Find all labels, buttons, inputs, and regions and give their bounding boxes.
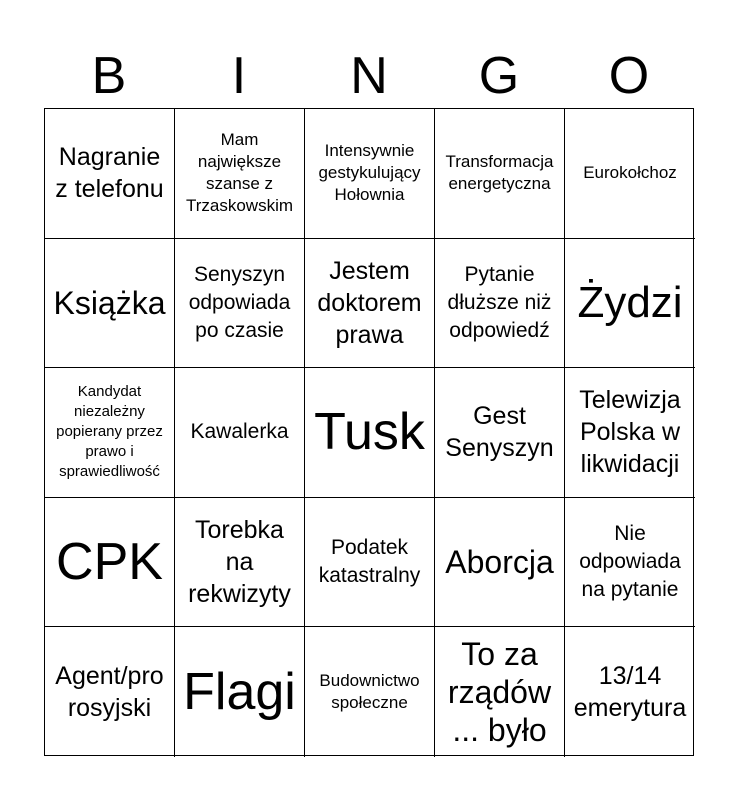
bingo-cell[interactable] (175, 498, 305, 628)
header-letter-o: O (608, 47, 650, 105)
cell-label: Książka (53, 284, 166, 321)
bingo-cell[interactable] (305, 368, 435, 498)
bingo-cell[interactable] (175, 109, 305, 239)
cell-label: Budownictwo społeczne (319, 671, 420, 713)
cell-label: Nie odpowiada na pytanie (579, 522, 681, 602)
bingo-cell[interactable] (305, 239, 435, 369)
bingo-cell[interactable] (435, 368, 565, 498)
bingo-header (44, 44, 694, 108)
bingo-cell[interactable] (175, 627, 305, 757)
bingo-cell[interactable] (565, 368, 695, 498)
bingo-cell[interactable] (565, 627, 695, 757)
bingo-cell[interactable] (45, 368, 175, 498)
cell-label: 13/14 emerytura (573, 662, 687, 723)
bingo-cell[interactable] (305, 627, 435, 757)
bingo-cell[interactable] (45, 498, 175, 628)
cell-label: CPK (56, 533, 163, 592)
bingo-cell[interactable] (565, 109, 695, 239)
cell-label: Kawalerka (190, 420, 289, 444)
cell-label: Transformacja energetyczna (445, 152, 554, 194)
cell-label: Torebka na rekwizyty (188, 516, 291, 609)
bingo-cell[interactable] (45, 239, 175, 369)
header-letter-i: I (231, 47, 247, 105)
cell-label: Żydzi (577, 277, 683, 327)
cell-label: Kandydat niezależny popierany przez prawo i sprawiedliwość (56, 383, 163, 481)
cell-label: Mam największe szanse z Trzaskowskim (185, 130, 294, 216)
bingo-cell[interactable] (435, 627, 565, 757)
cell-label: Pytanie dłuższe niż odpowiedź (447, 262, 552, 342)
bingo-cell[interactable] (305, 498, 435, 628)
bingo-cell[interactable] (435, 239, 565, 369)
cell-label: Aborcja (445, 544, 554, 581)
cell-label: Intensywnie gestykulujący Hołownia (318, 141, 421, 205)
bingo-cell[interactable] (175, 239, 305, 369)
cell-label: Nagranie z telefonu (55, 143, 164, 204)
cell-label: Tusk (314, 403, 425, 462)
cell-label: Gest Senyszyn (445, 402, 554, 463)
cell-label: Senyszyn odpowiada po czasie (188, 262, 291, 342)
bingo-cell[interactable] (435, 109, 565, 239)
bingo-cell[interactable] (435, 498, 565, 628)
bingo-cell[interactable] (45, 627, 175, 757)
header-letter-g: G (478, 47, 520, 105)
cell-label: Agent/pro rosyjski (55, 662, 164, 723)
cell-label: Flagi (183, 663, 296, 722)
header-letter-b: B (91, 47, 127, 105)
cell-label: Telewizja Polska w likwidacji (579, 386, 681, 479)
bingo-cell[interactable] (305, 109, 435, 239)
bingo-cell[interactable] (565, 239, 695, 369)
bingo-cell[interactable] (45, 109, 175, 239)
cell-label: Jestem doktorem prawa (317, 256, 422, 349)
bingo-cell[interactable] (175, 368, 305, 498)
bingo-card-grid (44, 108, 694, 756)
bingo-cell[interactable] (565, 498, 695, 628)
cell-label: To za rządów ... było (447, 636, 552, 749)
header-letter-n: N (350, 47, 388, 105)
cell-label: Podatek katastralny (318, 536, 421, 588)
cell-label: Eurokołchoz (583, 163, 677, 183)
